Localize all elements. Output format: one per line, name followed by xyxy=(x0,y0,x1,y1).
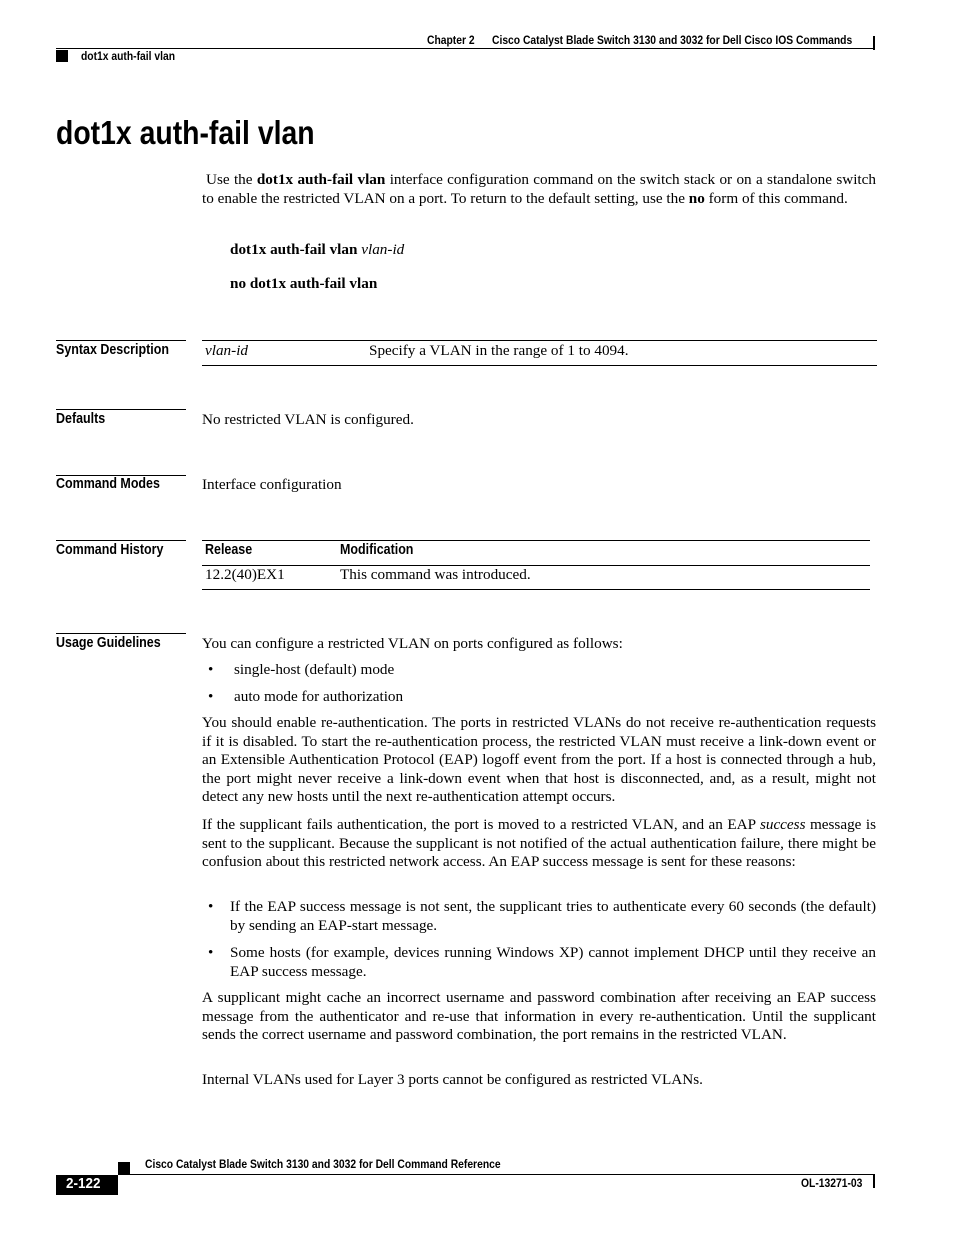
page-number: 2-122 xyxy=(66,1175,101,1192)
history-table-header-rule xyxy=(202,565,870,566)
intro-command: dot1x auth-fail vlan xyxy=(256,171,386,188)
intro-text-1: Use the xyxy=(206,171,257,188)
usage-bullet-4: Some hosts (for example, devices running Windows XP) cannot implement DHCP until they receive an EAP success message. xyxy=(230,944,876,980)
syntax-table-bottom-rule xyxy=(202,365,877,366)
history-row-modification: This command was introduced. xyxy=(340,566,531,583)
history-col-release: Release xyxy=(205,542,253,558)
bullet-marker: • xyxy=(208,898,214,915)
footer-doc-title: Cisco Catalyst Blade Switch 3130 and 3032 for Dell Command Reference xyxy=(145,1157,501,1171)
history-table-top-rule xyxy=(202,540,870,541)
intro-text-3: form of this command. xyxy=(704,189,848,207)
usage-p2-text-a: If the supplicant fails authentication, the port is moved to a restricted VLAN, and an EAP xyxy=(202,816,760,833)
usage-p2-text-b: message is sent to the supplicant. Because the supplicant is not notified of the actual authentication failure, there might be confusion about this restricted network access. An EAP success message is sent for these reasons: xyxy=(202,816,876,871)
header-book-title: Cisco Catalyst Blade Switch 3130 and 3032 for Dell Cisco IOS Commands xyxy=(492,33,853,47)
command-modes-text: Interface configuration xyxy=(202,476,342,493)
history-row-release: 12.2(40)EX1 xyxy=(205,566,285,583)
bullet-marker: • xyxy=(208,661,214,678)
section-heading-syntax-description: Syntax Description xyxy=(56,342,169,358)
syntax-argument: vlan-id xyxy=(361,241,405,258)
usage-bullet-2: auto mode for authorization xyxy=(234,688,404,705)
usage-paragraph-4 xyxy=(202,1071,876,1090)
usage-bullet-3: If the EAP success message is not sent, the supplicant tries to authenticate every 60 seconds (the default) by sending an EAP-start message. xyxy=(230,898,876,934)
section-rule-syntax xyxy=(56,340,186,341)
intro-paragraph xyxy=(202,171,876,208)
header-marker xyxy=(56,50,68,62)
usage-paragraph-3 xyxy=(202,989,876,1045)
history-table-bottom-rule xyxy=(202,589,870,590)
section-heading-defaults: Defaults xyxy=(56,411,106,427)
syntax-no-command: no dot1x auth-fail vlan xyxy=(230,275,378,292)
footer-right-bar xyxy=(873,1175,875,1188)
usage-paragraph-3-text: A supplicant might cache an incorrect username and password combination after receiving an EAP success message from the authenticator and re-use that information in every re-authentication. Until the supplicant sends the correct username and password combination, the port remains in the restricted VLAN. xyxy=(202,989,876,1044)
usage-bullet-1: single-host (default) mode xyxy=(234,661,395,678)
intro-text-2: interface configuration command on the switch stack or on a standalone switch to enable the restricted VLAN on a port. To return to the default setting, use the xyxy=(202,171,876,207)
bullet-marker: • xyxy=(208,688,214,705)
section-heading-usage-guidelines: Usage Guidelines xyxy=(56,635,161,651)
usage-p2-italic: success xyxy=(759,816,806,833)
usage-paragraph-1-text: You should enable re-authentication. The ports in restricted VLANs do not receive re-authentication requests if it is disabled. To start the re-authentication process, the restricted VLAN must receive a link-down event or an Extensible Authentication Protocol (EAP) logoff event from the port. If a host is connected through a hub, the port might never receive a link-down event when that host is disconnected, and, as a result, might not detect any new hosts until the next re-authentication attempt occurs. xyxy=(202,714,876,806)
section-rule-defaults xyxy=(56,409,186,410)
section-rule-command-history xyxy=(56,540,186,541)
syntax-table-top-rule xyxy=(202,340,877,341)
usage-paragraph-4-text: Internal VLANs used for Layer 3 ports cannot be configured as restricted VLANs. xyxy=(202,1071,703,1088)
syntax-line-1 xyxy=(230,241,404,259)
syntax-command: dot1x auth-fail vlan xyxy=(230,241,358,258)
syntax-table-desc: Specify a VLAN in the range of 1 to 4094. xyxy=(369,342,629,359)
syntax-table-param: vlan-id xyxy=(205,342,249,359)
footer-marker xyxy=(118,1162,130,1174)
syntax-line-2 xyxy=(230,275,377,293)
page-title: dot1x auth-fail vlan xyxy=(56,114,315,151)
section-rule-usage xyxy=(56,633,186,634)
header-chapter: Chapter 2 xyxy=(427,33,475,47)
bullet-marker: • xyxy=(208,944,214,961)
header-rule xyxy=(56,48,875,49)
usage-paragraph-1 xyxy=(202,714,876,807)
footer-doc-id: OL-13271-03 xyxy=(801,1176,863,1190)
defaults-text: No restricted VLAN is configured. xyxy=(202,411,414,428)
usage-intro: You can configure a restricted VLAN on ports configured as follows: xyxy=(202,635,623,652)
running-head: dot1x auth-fail vlan xyxy=(81,49,176,63)
section-heading-command-history: Command History xyxy=(56,542,164,558)
history-col-modification: Modification xyxy=(340,542,414,558)
intro-no-keyword: no xyxy=(688,189,705,207)
footer-rule xyxy=(118,1174,875,1175)
section-heading-command-modes: Command Modes xyxy=(56,476,160,492)
usage-paragraph-2 xyxy=(202,816,876,872)
